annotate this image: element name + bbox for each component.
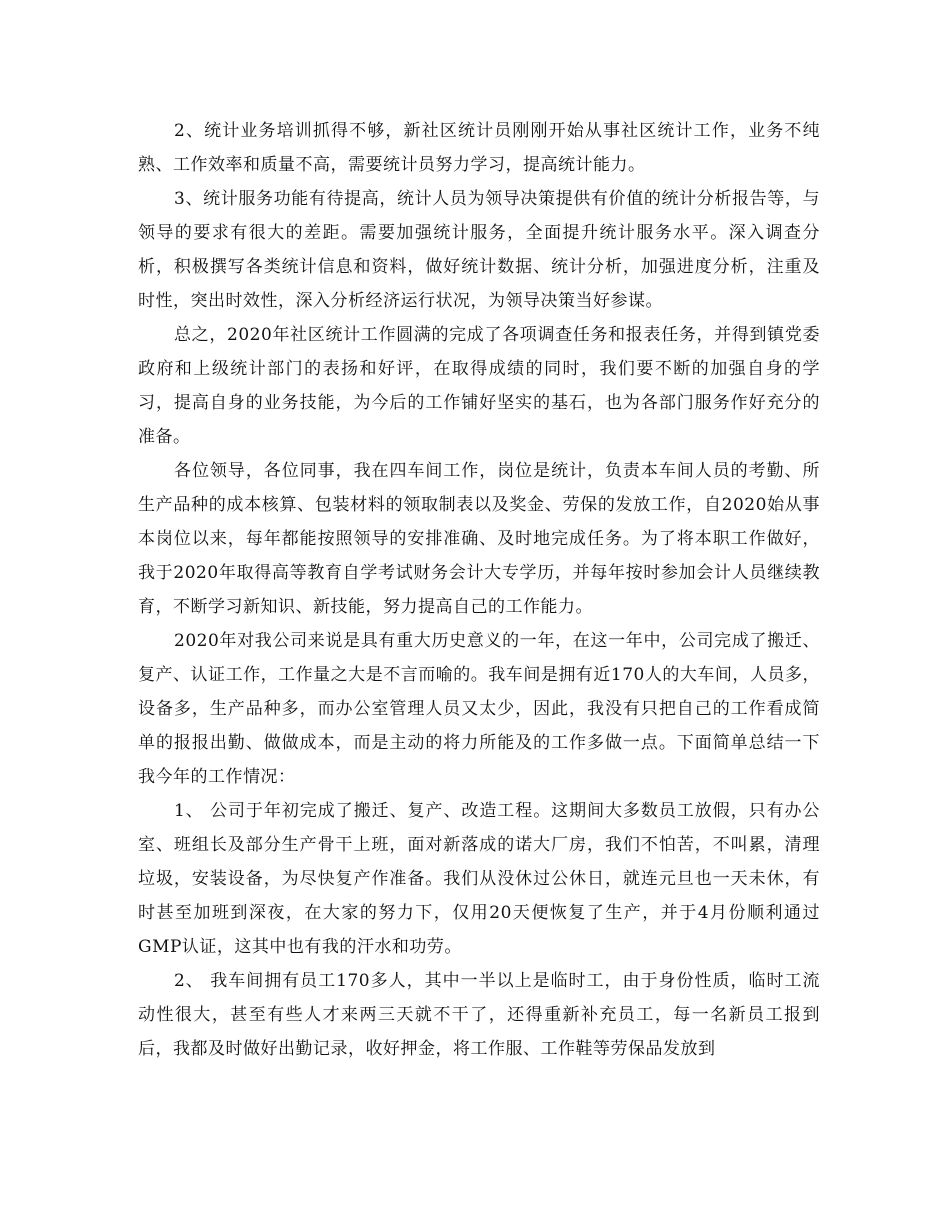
paragraph-item-2: 2、 我车间拥有员工170多人，其中一半以上是临时工，由于身份性质，临时工流动性很大，甚至有些人才来两三天就不干了，还得重新补充员工，每一名新员工报到后，我都及时做好出勤记录，收好押金，将工作服、工作鞋等劳保品发放到 <box>138 971 820 1059</box>
paragraph-service: 3、统计服务功能有待提高，统计人员为领导决策提供有价值的统计分析报告等，与领导的要求有很大的差距。需要加强统计服务，全面提升统计服务水平。深入调查分析，积极撰写各类统计信息和资料，做好统计数据、统计分析，加强进度分析，注重及时性，突出时效性，深入分析经济运行状况，为领导决策当好参谋。 <box>138 189 820 311</box>
paragraph-year-review: 2020年对我公司来说是具有重大历史意义的一年，在这一年中，公司完成了搬迁、复产、认证工作，工作量之大是不言而喻的。我车间是拥有近170人的大车间，人员多，设备多，生产品种多，而办公室管理人员又太少，因此，我没有只把自己的工作看成简单的报报出勤、做做成本，而是主动的将力所能及的工作多做一点。下面简单总结一下我今年的工作情况： <box>138 631 820 787</box>
document-body <box>138 114 820 1066</box>
paragraph-summary: 总之，2020年社区统计工作圆满的完成了各项调查任务和报表任务，并得到镇党委政府和上级统计部门的表扬和好评，在取得成绩的同时，我们要不断的加强自身的学习，提高自身的业务技能，为今后的工作铺好坚实的基石，也为各部门服务作好充分的准备。 <box>138 325 820 447</box>
paragraph-intro: 各位领导，各位同事，我在四车间工作，岗位是统计，负责本车间人员的考勤、所生产品种的成本核算、包装材料的领取制表以及奖金、劳保的发放工作，自2020始从事本岗位以来，每年都能按照领导的安排准确、及时地完成任务。为了将本职工作做好，我于2020年取得高等教育自学考试财务会计大专学历，并每年按时参加会计人员继续教育，不断学习新知识、新技能，努力提高自己的工作能力。 <box>138 461 820 617</box>
paragraph-item-1: 1、 公司于年初完成了搬迁、复产、改造工程。这期间大多数员工放假，只有办公室、班组长及部分生产骨干上班，面对新落成的诺大厂房，我们不怕苦，不叫累，清理垃圾，安装设备，为尽快复产作准备。我们从没休过公休日，就连元旦也一天未休，有时甚至加班到深夜，在大家的努力下，仅用20天便恢复了生产，并于4月份顺利通过GMP认证，这其中也有我的汗水和功劳。 <box>138 801 820 957</box>
paragraph-training: 2、统计业务培训抓得不够，新社区统计员刚刚开始从事社区统计工作，业务不纯熟、工作效率和质量不高，需要统计员努力学习，提高统计能力。 <box>138 121 820 175</box>
